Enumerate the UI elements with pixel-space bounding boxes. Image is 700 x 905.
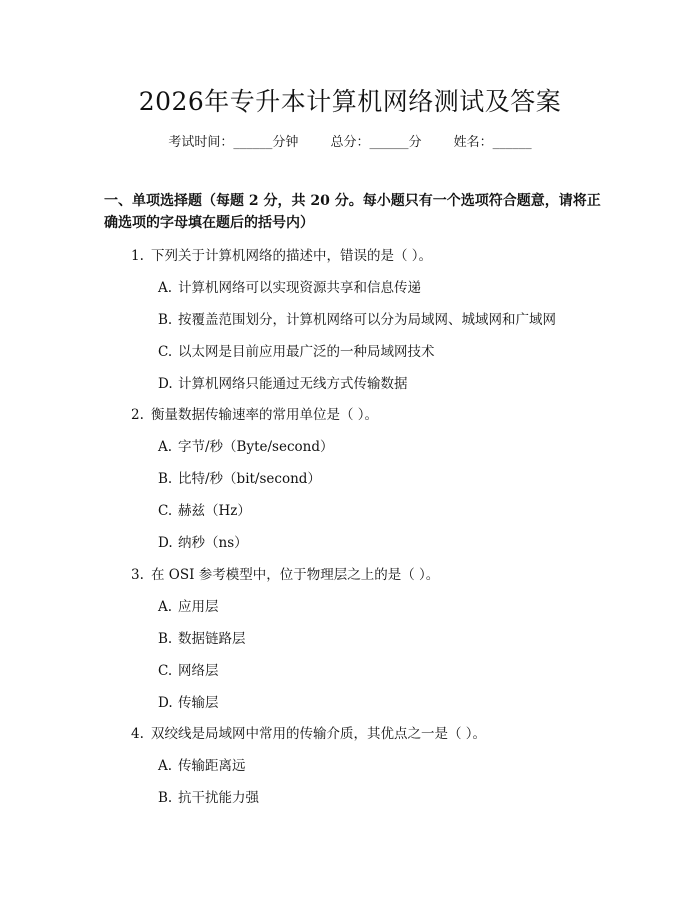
option-label: A.	[158, 758, 173, 774]
option-text: 纳秒（ns）	[178, 535, 248, 551]
question-2-option-b	[158, 467, 321, 487]
option-label: C.	[158, 344, 173, 360]
question-number: 4.	[131, 726, 144, 742]
question-3-option-d	[158, 691, 219, 711]
option-label: D.	[158, 695, 173, 711]
option-text: 计算机网络可以实现资源共享和信息传递	[178, 280, 421, 296]
question-1-option-a	[158, 276, 421, 296]
exam-meta-row	[0, 131, 700, 150]
name-field: 姓名：______	[453, 135, 532, 150]
option-text: 以太网是目前应用最广泛的一种局域网技术	[178, 344, 435, 360]
option-text: 传输层	[178, 695, 219, 711]
option-text: 抗干扰能力强	[178, 790, 259, 806]
question-1-option-b	[158, 308, 556, 328]
question-3-option-c	[158, 659, 219, 679]
option-text: 计算机网络只能通过无线方式传输数据	[178, 376, 408, 392]
total-score-field: 总分：______分	[330, 135, 422, 150]
question-1-option-c	[158, 340, 435, 360]
option-text: 传输距离远	[178, 758, 246, 774]
question-1-option-d	[158, 372, 408, 392]
question-2	[131, 403, 378, 423]
question-2-option-c	[158, 499, 251, 519]
question-text: 在 OSI 参考模型中，位于物理层之上的是（ ）。	[151, 567, 440, 583]
option-label: C.	[158, 663, 173, 679]
question-number: 2.	[131, 407, 144, 423]
question-number: 3.	[131, 567, 144, 583]
option-text: 赫兹（Hz）	[178, 503, 251, 519]
option-label: A.	[158, 439, 173, 455]
option-text: 比特/秒（bit/second）	[178, 471, 321, 487]
question-4-option-b	[158, 786, 259, 806]
document-title: 2026年专升本计算机网络测试及答案	[138, 87, 562, 116]
question-1	[131, 244, 432, 264]
option-label: C.	[158, 503, 173, 519]
option-text: 网络层	[178, 663, 219, 679]
question-text: 衡量数据传输速率的常用单位是（ ）。	[151, 407, 379, 423]
option-label: A.	[158, 599, 173, 615]
question-3-option-b	[158, 627, 246, 647]
option-text: 按覆盖范围划分，计算机网络可以分为局域网、城域网和广域网	[178, 312, 556, 328]
question-number: 1.	[131, 248, 144, 264]
option-label: B.	[158, 631, 173, 647]
option-text: 数据链路层	[178, 631, 246, 647]
question-2-option-a	[158, 435, 334, 455]
question-3-option-a	[158, 595, 219, 615]
question-4	[131, 722, 486, 742]
question-2-option-d	[158, 531, 248, 551]
option-label: B.	[158, 790, 173, 806]
question-text: 下列关于计算机网络的描述中，错误的是（ ）。	[151, 248, 433, 264]
option-text: 字节/秒（Byte/second）	[178, 439, 334, 455]
option-label: D.	[158, 376, 173, 392]
question-4-option-a	[158, 754, 246, 774]
question-3	[131, 563, 439, 583]
question-text: 双绞线是局域网中常用的传输介质，其优点之一是（ ）。	[151, 726, 487, 742]
option-label: B.	[158, 312, 173, 328]
section-heading: 一、单项选择题（每题 2 分，共 20 分。每小题只有一个选项符合题意，请将正确选项的字母填在题后的括号内）	[104, 193, 601, 231]
exam-time-field: 考试时间：______分钟	[168, 135, 299, 150]
option-label: D.	[158, 535, 173, 551]
option-label: B.	[158, 471, 173, 487]
option-text: 应用层	[178, 599, 219, 615]
option-label: A.	[158, 280, 173, 296]
